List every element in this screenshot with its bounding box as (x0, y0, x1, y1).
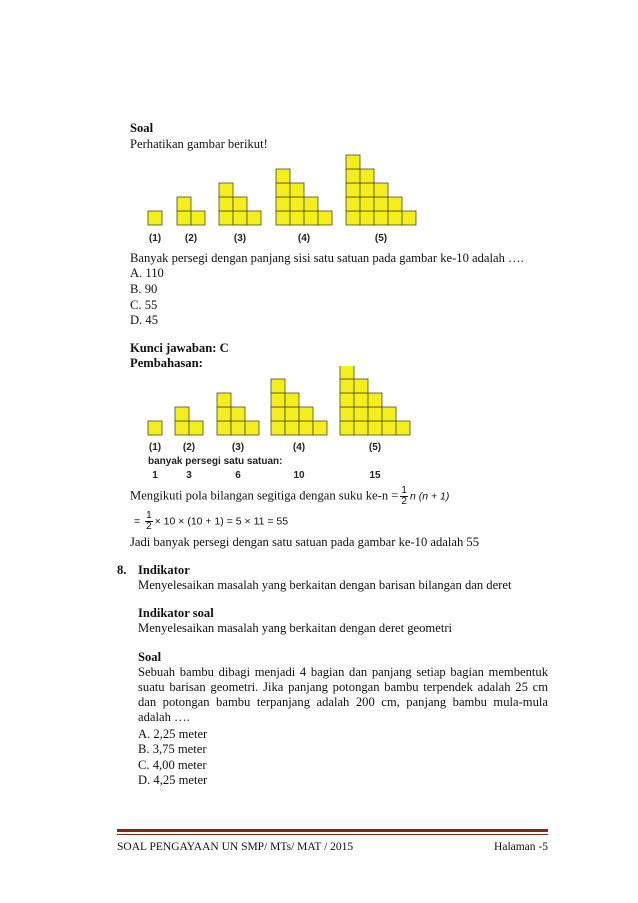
unit-square (271, 393, 285, 407)
pattern-line (130, 486, 449, 507)
formula-tail: n (n + 1) (409, 490, 450, 503)
unit-square (346, 169, 360, 183)
staircase-2 (175, 407, 203, 435)
answer-key: Kunci jawaban: C (130, 341, 229, 355)
item-number: 8. (117, 563, 127, 577)
calc-denominator: 2 (146, 521, 152, 532)
unit-square (368, 393, 382, 407)
unit-square (233, 197, 247, 211)
unit-square (175, 421, 189, 435)
unit-square (191, 211, 205, 225)
instruction-text: Perhatikan gambar berikut! (130, 137, 268, 151)
figure-label: (3) (231, 442, 245, 453)
figure-label: (4) (297, 233, 311, 244)
unit-square (388, 197, 402, 211)
staircase-2 (177, 197, 205, 225)
half-fraction (400, 486, 408, 507)
unit-square (354, 379, 368, 393)
soal-heading: Soal (130, 121, 154, 135)
figure-label: (4) (292, 442, 306, 453)
unit-square (175, 407, 189, 421)
unit-square (382, 421, 396, 435)
unit-square (290, 197, 304, 211)
unit-square (340, 379, 354, 393)
count-label: 1 (152, 470, 158, 481)
option-b: B. 90 (130, 282, 158, 296)
question-8-text: Sebuah bambu dibagi menjadi 4 bagian dan panjang setiap bagian membentuk suatu barisan geometri. Jika panjang potongan bambu terpendek adalah 25 cm dan potongan bambu terpanjang adalah 200 cm, panjang bambu mula-mula adalah …. (138, 665, 548, 724)
soal-heading-8: Soal (138, 650, 162, 664)
fraction-numerator: 1 (401, 485, 407, 496)
unit-square (285, 407, 299, 421)
unit-square (346, 183, 360, 197)
unit-square (396, 421, 410, 435)
unit-square (388, 211, 402, 225)
unit-square (231, 407, 245, 421)
figure-label: (2) (182, 442, 196, 453)
unit-square (354, 393, 368, 407)
unit-square (148, 421, 162, 435)
option-8-d: D. 4,25 meter (138, 773, 208, 787)
unit-square (217, 407, 231, 421)
conclusion-text: Jadi banyak persegi dengan satu satuan pada gambar ke-10 adalah 55 (130, 535, 479, 549)
unit-square (374, 211, 388, 225)
unit-square (271, 407, 285, 421)
unit-square (354, 407, 368, 421)
option-8-a: A. 2,25 meter (138, 727, 208, 741)
figure-label: (1) (148, 442, 162, 453)
unit-square (360, 183, 374, 197)
staircase-figure-discussion (130, 366, 440, 482)
unit-square (313, 421, 327, 435)
unit-square (299, 421, 313, 435)
fraction-denominator: 2 (401, 496, 407, 507)
staircase-figure-question (130, 150, 430, 246)
unit-square (276, 211, 290, 225)
indikator-soal-heading: Indikator soal (138, 606, 214, 620)
staircase-3 (219, 183, 261, 225)
unit-square (374, 183, 388, 197)
unit-square (285, 421, 299, 435)
unit-square (290, 183, 304, 197)
unit-square (219, 183, 233, 197)
unit-square (290, 211, 304, 225)
footer-rule-thick (117, 829, 548, 832)
staircase-5 (346, 155, 416, 225)
unit-square (299, 407, 313, 421)
staircase-1 (148, 421, 162, 435)
figure-label: (3) (233, 233, 247, 244)
count-label: 6 (235, 470, 241, 481)
unit-square (340, 393, 354, 407)
unit-square (233, 211, 247, 225)
option-a: A. 110 (130, 266, 164, 280)
unit-square (318, 211, 332, 225)
option-8-b: B. 3,75 meter (138, 742, 207, 756)
unit-square (217, 421, 231, 435)
footer-left: SOAL PENGAYAAN UN SMP/ MTs/ MAT / 2015 (117, 841, 354, 853)
calc-tail: × 10 × (10 + 1) = 5 × 11 = 55 (154, 515, 289, 528)
unit-square (304, 197, 318, 211)
unit-square (276, 183, 290, 197)
unit-square (340, 366, 354, 379)
figure-label: (5) (374, 233, 388, 244)
option-c: C. 55 (130, 298, 158, 312)
unit-square (346, 155, 360, 169)
calculation-line (134, 511, 288, 532)
count-caption: banyak persegi satu satuan: (148, 456, 283, 467)
unit-square (271, 421, 285, 435)
footer-page-number: Halaman -5 (494, 841, 548, 853)
count-label: 3 (186, 470, 192, 481)
staircase-1 (148, 211, 162, 225)
count-label: 10 (293, 470, 305, 481)
unit-square (346, 197, 360, 211)
option-d: D. 45 (130, 313, 158, 327)
discussion-heading: Pembahasan: (130, 356, 203, 370)
staircase-4 (271, 379, 327, 435)
unit-square (382, 407, 396, 421)
option-8-c: C. 4,00 meter (138, 758, 207, 772)
unit-square (285, 393, 299, 407)
unit-square (368, 407, 382, 421)
indikator-soal-text: Menyelesaikan masalah yang berkaitan dengan deret geometri (138, 621, 453, 635)
unit-square (219, 197, 233, 211)
unit-square (360, 169, 374, 183)
figure-label: (1) (148, 233, 162, 244)
staircase-5 (340, 366, 410, 435)
unit-square (304, 211, 318, 225)
unit-square (276, 169, 290, 183)
unit-square (189, 421, 203, 435)
indikator-heading: Indikator (138, 563, 190, 577)
figure-label: (2) (184, 233, 198, 244)
unit-square (402, 211, 416, 225)
unit-square (271, 379, 285, 393)
calc-equals: = (134, 515, 141, 528)
pattern-text: Mengikuti pola bilangan segitiga dengan suku ke-n = (130, 488, 399, 503)
unit-square (346, 211, 360, 225)
unit-square (374, 197, 388, 211)
unit-square (177, 211, 191, 225)
unit-square (231, 421, 245, 435)
calc-numerator: 1 (146, 510, 152, 521)
unit-square (276, 197, 290, 211)
unit-square (360, 197, 374, 211)
unit-square (177, 197, 191, 211)
figure-label: (5) (368, 442, 382, 453)
unit-square (340, 407, 354, 421)
count-label: 15 (369, 470, 381, 481)
staircase-3 (217, 393, 259, 435)
unit-square (219, 211, 233, 225)
unit-square (245, 421, 259, 435)
unit-square (340, 421, 354, 435)
footer-rule-thin (117, 834, 548, 835)
unit-square (148, 211, 162, 225)
calc-fraction (145, 511, 153, 532)
unit-square (354, 421, 368, 435)
unit-square (360, 211, 374, 225)
unit-square (368, 421, 382, 435)
indikator-text: Menyelesaikan masalah yang berkaitan dengan barisan bilangan dan deret (138, 578, 512, 592)
question-text: Banyak persegi dengan panjang sisi satu satuan pada gambar ke-10 adalah …. (130, 251, 524, 265)
unit-square (247, 211, 261, 225)
staircase-4 (276, 169, 332, 225)
unit-square (217, 393, 231, 407)
